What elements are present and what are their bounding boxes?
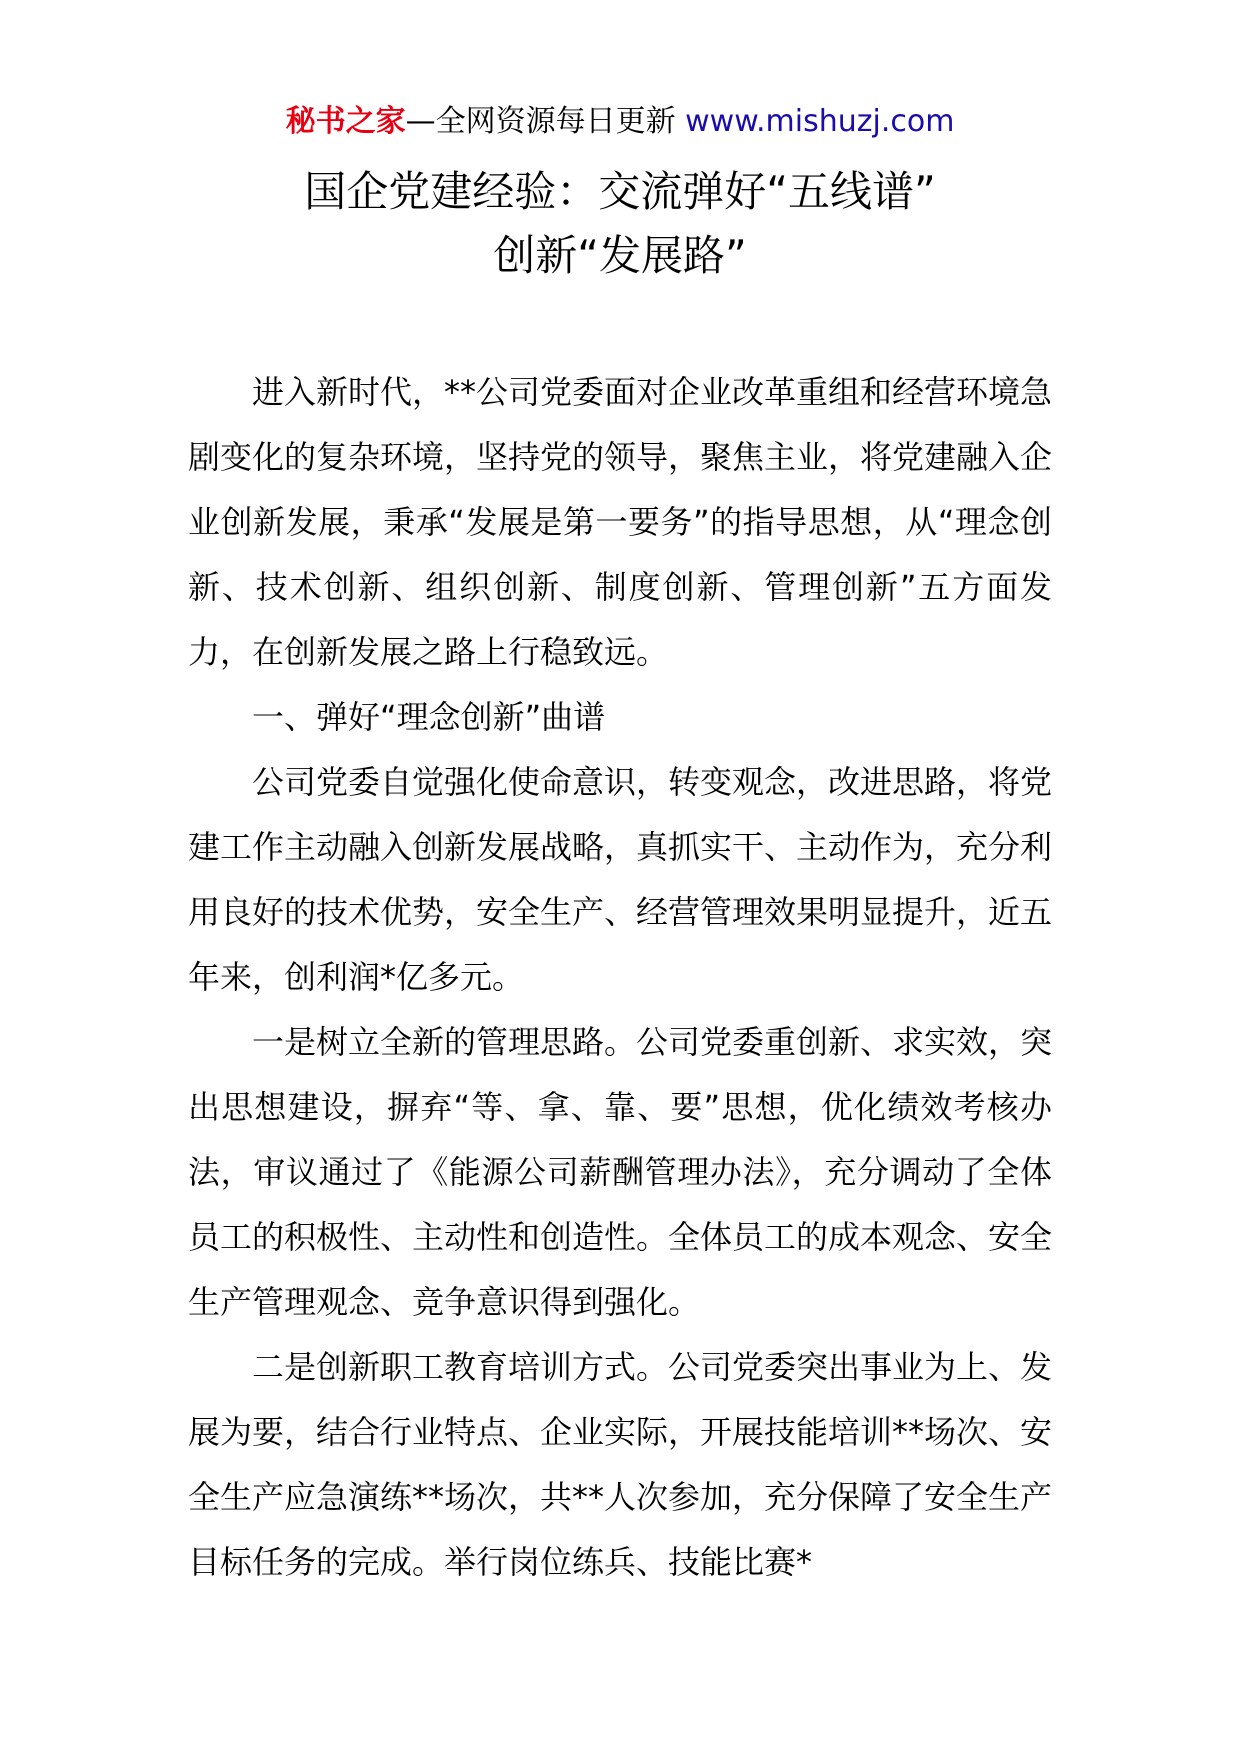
- document-body: [188, 360, 1052, 1595]
- paragraph-point-1: 一是树立全新的管理思路。公司党委重创新、求实效，突出思想建设，摒弃“等、拿、靠、要”思想，优化绩效考核办法，审议通过了《能源公司薪酬管理办法》，充分调动了全体员工的积极性、主动性和创造性。全体员工的成本观念、安全生产管理观念、竞争意识得到强化。: [188, 1023, 1053, 1321]
- document-title: [0, 160, 1240, 288]
- brand-name: 秘书之家: [285, 104, 406, 139]
- site-url-link[interactable]: www.mishuzj.com: [685, 104, 955, 139]
- header-slogan: —全网资源每日更新: [405, 104, 676, 139]
- title-line-2: 创新“发展路”: [493, 231, 747, 280]
- paragraph-section-1: 公司党委自觉强化使命意识，转变观念，改进思路，将党建工作主动融入创新发展战略，真抓实干、主动作为，充分利用良好的技术优势，安全生产、经营管理效果明显提升，近五年来，创利润*亿多元。: [188, 763, 1053, 996]
- paragraph-point-2: 二是创新职工教育培训方式。公司党委突出事业为上、发展为要，结合行业特点、企业实际，开展技能培训**场次、安全生产应急演练**场次，共**人次参加，充分保障了安全生产目标任务的完成。举行岗位练兵、技能比赛*: [188, 1348, 1053, 1581]
- title-line-1: 国企党建经验：交流弹好“五线谱”: [304, 167, 936, 216]
- site-header: [0, 100, 1240, 144]
- paragraph-intro: 进入新时代，**公司党委面对企业改革重组和经营环境急剧变化的复杂环境，坚持党的领导，聚焦主业，将党建融入企业创新发展，秉承“发展是第一要务”的指导思想，从“理念创新、技术创新、组织创新、制度创新、管理创新”五方面发力，在创新发展之路上行稳致远。: [188, 373, 1053, 671]
- section-heading-1: 一、弹好“理念创新”曲谱: [252, 698, 606, 736]
